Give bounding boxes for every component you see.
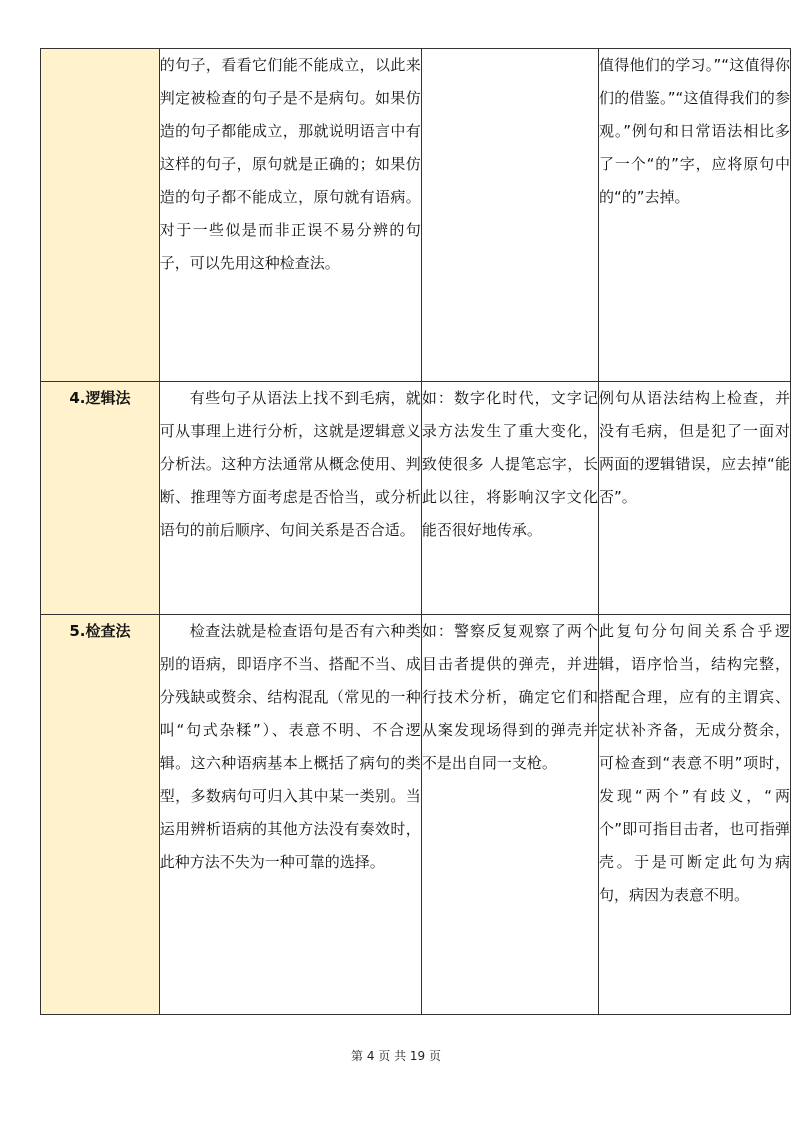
description-cell: 的句子，看看它们能不能成立，以此来判定被检查的句子是不是病句。如果仿造的句子都能成立，那就说明语言中有这样的句子，原句就是正确的；如果仿造的句子都不能成立，原句就有语病。对于一些似是而非正误不易分辨的句子，可以先用这种检查法。	[159, 49, 421, 382]
method-cell: 4.逻辑法	[41, 382, 160, 615]
analysis-cell: 值得他们的学习。”“这值得你们的借鉴。”“这值得我们的参观。”例句和日常语法相比多了一个“的”字，应将原句中的“的”去掉。	[598, 49, 790, 382]
analysis-cell: 例句从语法结构上检查，并没有毛病，但是犯了一面对两面的逻辑错误，应去掉“能否”。	[598, 382, 790, 615]
description-cell: 检查法就是检查语句是否有六种类别的语病，即语序不当、搭配不当、成分残缺或赘余、结构混乱（常见的一种叫“句式杂糅”）、表意不明、不合逻辑。这六种语病基本上概括了病句的类型，多数病句可归入其中某一类别。当运用辨析语病的其他方法没有奏效时，此种方法不失为一种可靠的选择。	[159, 615, 421, 1015]
example-cell	[421, 49, 598, 382]
analysis-cell: 此复句分句间关系合乎逻辑，语序恰当，结构完整，搭配合理，应有的主谓宾、定状补齐备，无成分赘余，可检查到“表意不明”项时，发现“两个”有歧义，“两个”即可指目击者，也可指弹壳。于是可断定此句为病句，病因为表意不明。	[598, 615, 790, 1015]
method-table	[40, 48, 791, 1015]
example-cell: 如：数字化时代，文字记录方法发生了重大变化，致使很多 人提笔忘字，长此以往，将影响汉字文化能否很好地传承。	[421, 382, 598, 615]
table-row	[41, 382, 791, 615]
table-row	[41, 615, 791, 1015]
page-footer: 第 4 页 共 19 页	[351, 1049, 441, 1063]
description-cell: 有些句子从语法上找不到毛病，就可从事理上进行分析，这就是逻辑意义分析法。这种方法通常从概念使用、判断、推理等方面考虑是否恰当，或分析语句的前后顺序、句间关系是否合适。	[159, 382, 421, 615]
example-cell: 如：警察反复观察了两个目击者提供的弹壳，并进行技术分析，确定它们和从案发现场得到的弹壳并不是出自同一支枪。	[421, 615, 598, 1015]
method-cell: 5.检查法	[41, 615, 160, 1015]
method-cell	[41, 49, 160, 382]
table-row	[41, 49, 791, 382]
